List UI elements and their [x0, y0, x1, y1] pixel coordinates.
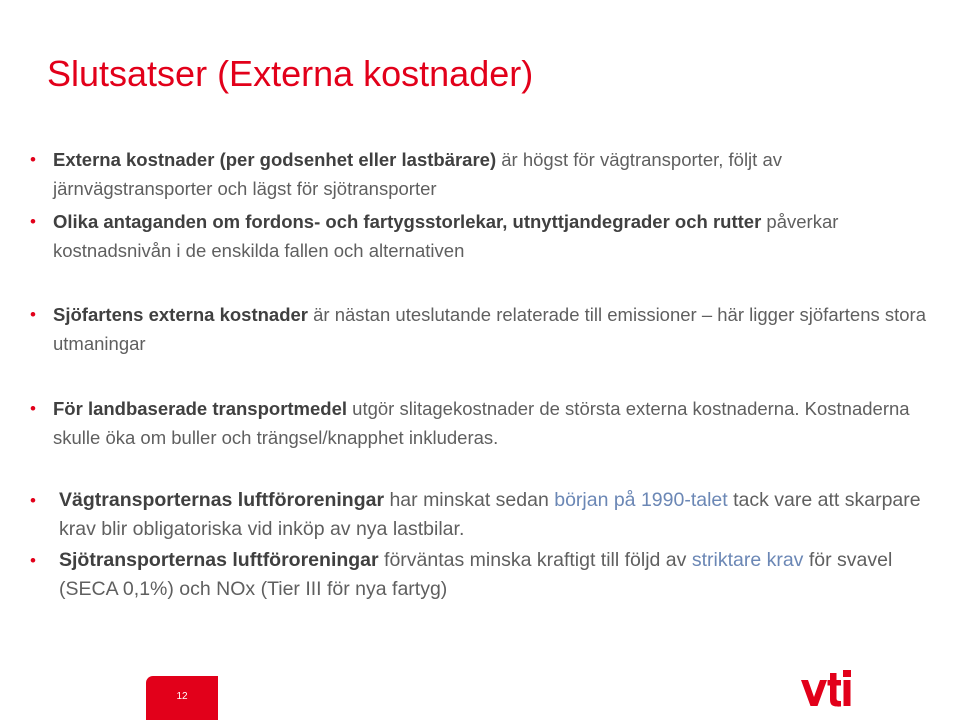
bullet-dot-icon: • [30, 305, 36, 324]
bullet-bold-text: Externa kostnader (per godsenhet eller lastbärare) [53, 149, 497, 170]
page-number-box [146, 676, 218, 720]
bullet-text: är nästan uteslutande relaterade till emissioner – här ligger sjöfartens stora utmaningar [53, 304, 927, 354]
bullet-highlight-text: striktare krav [691, 549, 804, 571]
bullet-dot-icon: • [30, 399, 36, 418]
bullet-text: tack vare att skarpare krav blir obligatoriska vid inköp av nya lastbilar. [59, 489, 921, 540]
bullet-text: är högst för vägtransporter, följt av järnvägstransporter och lägst för sjötransporter [53, 149, 782, 199]
bullet-text: för svavel (SECA 0,1%) och NOx (Tier III för nya fartyg) [59, 549, 893, 600]
bullet-item [30, 486, 945, 544]
bullet-item [30, 394, 935, 452]
bullet-text: har minskat sedan [384, 489, 555, 511]
bullet-bold-text: Olika antaganden om fordons- och fartygsstorlekar, utnyttjandegrader och rutter [53, 211, 762, 232]
bullet-text: förväntas minska kraftigt till följd av [378, 549, 692, 571]
bullet-dot-icon: • [30, 551, 36, 570]
bullet-highlight-text: början på 1990-talet [554, 489, 728, 511]
bullet-item [30, 145, 935, 203]
bullet-text: påverkar kostnadsnivån i de enskilda fallen och alternativen [53, 211, 839, 261]
bullet-item [30, 300, 935, 358]
bullet-text: utgör slitagekostnader de största externa kostnaderna. Kostnaderna skulle öka om buller och trängsel/knapphet inkluderas. [53, 398, 910, 448]
vti-logo [799, 670, 859, 710]
bullet-item [30, 207, 935, 265]
bullet-bold-text: Sjöfartens externa kostnader [53, 304, 308, 325]
bullet-bold-text: Vägtransporternas luftföroreningar [59, 489, 385, 511]
slide-title: Slutsatser (Externa kostnader) [47, 53, 534, 94]
bullet-dot-icon: • [30, 150, 36, 169]
bullet-item [30, 546, 945, 604]
bullet-dot-icon: • [30, 212, 36, 231]
bullet-bold-text: För landbaserade transportmedel [53, 398, 348, 419]
page-number: 12 [176, 691, 188, 702]
bullet-bold-text: Sjötransporternas luftföroreningar [59, 549, 379, 571]
bullet-dot-icon: • [30, 491, 36, 510]
